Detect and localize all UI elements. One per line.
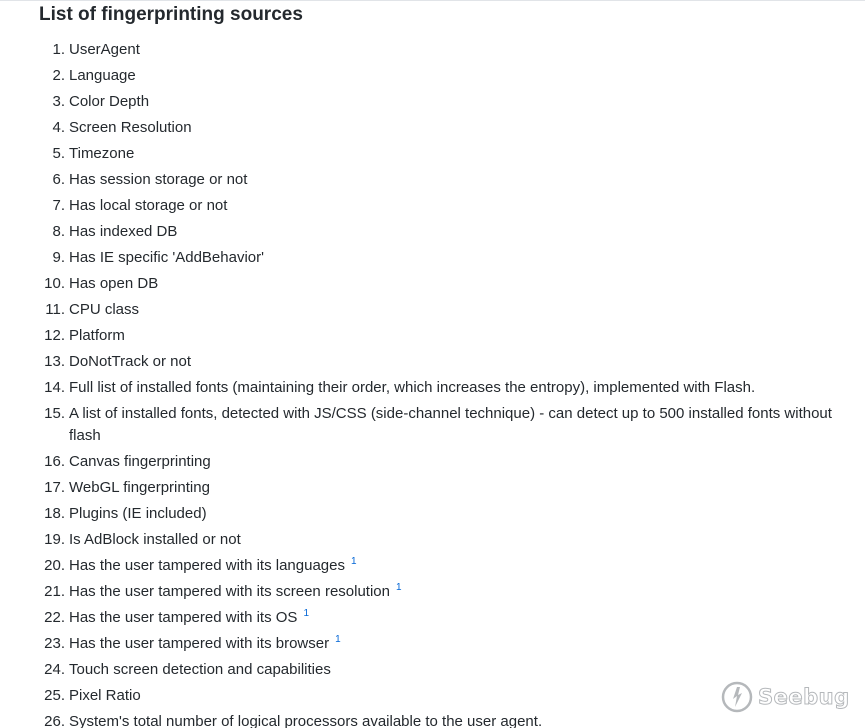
list-item-number: 8. [52,223,65,240]
list-item-number: 16. [44,453,65,470]
list-item-number: 9. [52,249,65,266]
list-item-number: 13. [44,353,65,370]
list-item-text: Touch screen detection and capabilities [69,661,331,678]
list-item-number: 23. [44,635,65,652]
list-item [0,503,865,525]
list-item [0,169,865,191]
list-item-text: Platform [69,327,125,344]
list-item-number: 3. [52,93,65,110]
list-item [0,117,865,139]
list-item-number: 15. [44,405,65,422]
list-item [0,529,865,551]
list-item-number: 26. [44,713,65,728]
list-item [0,221,865,243]
list-item-number: 5. [52,145,65,162]
list-item [0,555,865,577]
list-item-text: Has local storage or not [69,197,228,214]
list-item [0,143,865,165]
list-item-text: Is AdBlock installed or not [69,531,241,548]
list-item [0,299,865,321]
list-item [0,607,865,629]
list-item [0,477,865,499]
list-item-number: 18. [44,505,65,522]
list-item-text: Color Depth [69,93,150,110]
fingerprinting-sources-list [0,39,865,728]
list-item-number: 20. [44,557,65,574]
list-item-text: Has the user tampered with its languages [69,557,345,574]
list-item-text: Has IE specific 'AddBehavior' [69,249,264,266]
seebug-logo-icon [720,680,754,714]
list-item-number: 21. [44,583,65,600]
list-item-text: Screen Resolution [69,119,192,136]
list-item [0,325,865,347]
list-item [0,91,865,113]
list-item-text-wrap [69,633,854,655]
list-item-text: CPU class [69,301,140,318]
list-item-text: Has session storage or not [69,171,248,188]
top-divider [0,0,865,1]
footnote-link[interactable]: 1 [303,608,309,619]
list-item-text: Canvas fingerprinting [69,453,211,470]
list-item-number: 7. [52,197,65,214]
list-item [0,351,865,373]
list-item-number: 17. [44,479,65,496]
list-item-number: 4. [52,119,65,136]
list-item-text-wrap [69,607,854,629]
footnote-link[interactable]: 1 [335,634,341,645]
list-item-text: Has the user tampered with its browser [69,635,330,652]
seebug-watermark [720,680,850,714]
footnote-link[interactable]: 1 [350,556,357,567]
list-item-number: 10. [44,275,65,292]
list-item [0,273,865,295]
list-item-text: Plugins (IE included) [69,505,207,522]
list-item-number: 1. [52,41,65,58]
list-item-text-wrap [69,581,854,603]
list-item-number: 19. [44,531,65,548]
section-heading: List of fingerprinting sources [39,4,303,25]
list-item-number: 11. [45,301,65,318]
list-item-text: Has open DB [69,275,159,292]
list-item-number: 12. [44,327,65,344]
list-item-number: 22. [44,609,65,626]
list-item [0,403,865,447]
list-item [0,247,865,269]
list-item-text: Has indexed DB [69,223,178,240]
list-item [0,451,865,473]
list-item-text: Full list of installed fonts (maintaining their order, which increases the entropy), implemented with Flash. [69,379,756,396]
list-item-text: A list of installed fonts, detected with JS/CSS (side-channel technique) - can detect up to 500 installed fonts without flash [69,405,832,444]
list-item-number: 2. [52,67,65,84]
list-item-text: Pixel Ratio [69,687,141,704]
list-item [0,39,865,61]
list-item [0,195,865,217]
list-item-number: 6. [52,171,65,188]
list-item-text: Language [69,67,136,84]
list-item-text: UserAgent [69,41,140,58]
list-item-number: 24. [44,661,65,678]
list-item [0,377,865,399]
list-item-text: Timezone [69,145,135,162]
list-item-text-wrap [69,555,854,577]
list-item-text: Has the user tampered with its screen resolution [69,583,390,600]
list-item-text: DoNotTrack or not [69,353,191,370]
list-item [0,581,865,603]
list-item [0,65,865,87]
list-item [0,659,865,681]
list-item [0,633,865,655]
list-item-text: Has the user tampered with its OS [69,609,298,626]
footnote-link[interactable]: 1 [395,582,402,593]
list-item-text: WebGL fingerprinting [69,479,210,496]
list-item-number: 14. [44,379,65,396]
watermark-text: Seebug [758,685,850,709]
list-item-text: System's total number of logical processors available to the user agent. [69,713,543,728]
list-item-number: 25. [44,687,65,704]
